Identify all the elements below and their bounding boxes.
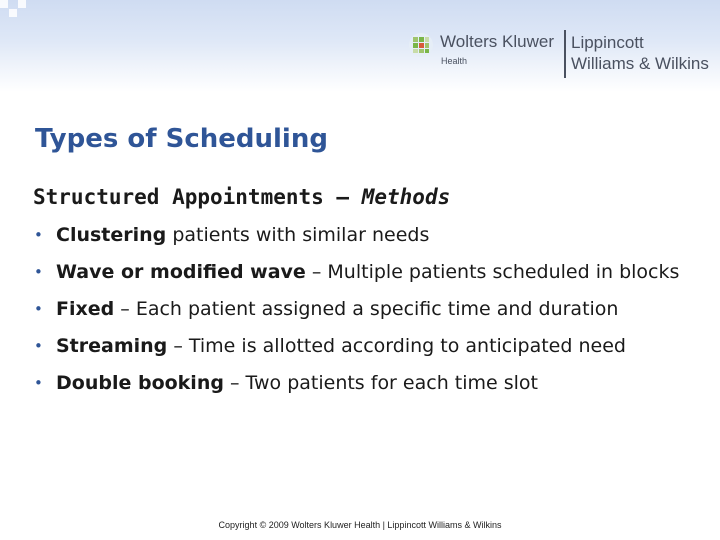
list-item (32, 373, 702, 394)
bullet-description: patients with similar needs (166, 224, 430, 246)
methods-list (32, 225, 702, 394)
bullet-dot-icon: • (34, 226, 43, 244)
bullet-term: Clustering (56, 224, 167, 246)
list-item (32, 262, 702, 283)
list-item (32, 336, 702, 357)
bullet-term: Wave or modified wave (56, 261, 306, 283)
subtitle-emphasis: Methods (361, 185, 451, 209)
copyright-footer: Copyright © 2009 Wolters Kluwer Health | Lippincott Williams & Wilkins (218, 520, 502, 530)
bullet-term: Double booking (56, 372, 224, 394)
list-item (32, 299, 702, 320)
logo-divider (564, 30, 566, 78)
bullet-description: – Each patient assigned a specific time and duration (114, 298, 619, 320)
bullet-dot-icon: • (34, 263, 43, 281)
bullet-description: – Time is allotted according to anticipated need (167, 335, 626, 357)
bullet-term: Fixed (56, 298, 115, 320)
corner-pattern (0, 0, 26, 17)
publisher-logo (408, 30, 713, 80)
subtitle-main: Structured Appointments – (33, 185, 362, 209)
bullet-term: Streaming (56, 335, 168, 357)
logo-lww-line1: Lippincott (571, 33, 644, 52)
slide-title: Types of Scheduling (35, 124, 328, 154)
bullet-dot-icon: • (34, 337, 43, 355)
bullet-dot-icon: • (34, 374, 43, 392)
logo-lww-text (571, 32, 709, 74)
bullet-dot-icon: • (34, 300, 43, 318)
bullet-description: – Two patients for each time slot (223, 372, 538, 394)
slide-subtitle (33, 185, 450, 209)
wolters-kluwer-grid-logo-icon (408, 32, 434, 58)
logo-lww-line2: Williams & Wilkins (571, 54, 709, 73)
list-item (32, 225, 702, 246)
logo-wolters-kluwer-text: Wolters Kluwer (440, 32, 554, 51)
logo-health-text: Health (441, 56, 468, 66)
bullet-description: – Multiple patients scheduled in blocks (305, 261, 680, 283)
